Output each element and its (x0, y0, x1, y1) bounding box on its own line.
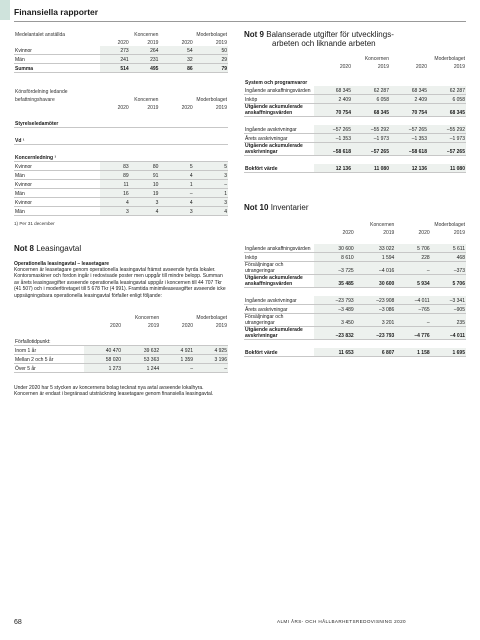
row-value: –4 776 (395, 327, 430, 340)
row-value: 468 (431, 253, 466, 262)
year-header: 2019 (215, 323, 227, 330)
row-value: –23 832 (314, 327, 355, 340)
row-value: 62 287 (428, 86, 466, 95)
row-label: Män (14, 171, 100, 180)
row-value: 3 (130, 198, 160, 207)
table-row (14, 189, 228, 198)
row-value: 5 611 (431, 244, 466, 253)
row-value: 231 (130, 55, 160, 64)
right-column (244, 30, 466, 357)
year-header: 2020 (117, 105, 129, 111)
row-value: 62 287 (352, 86, 390, 95)
footer-report-name: ALMI ÅRS- OCH HÅLLBARHETSREDOVISNING 2020 (277, 619, 406, 624)
table-row (244, 262, 466, 275)
row-value: 11 080 (352, 164, 390, 173)
row-label: Inköp (244, 253, 314, 262)
note9-title-line1: Balanserade utgifter för utvecklings- (266, 30, 394, 39)
row-value: –1 353 (314, 134, 352, 143)
year-header: 2020 (117, 40, 129, 46)
row-value: 1 244 (122, 364, 160, 373)
row-value: 89 (100, 171, 130, 180)
lease-table (14, 313, 228, 373)
row-label: Mellan 2 och 5 år (14, 355, 84, 364)
row-value: 50 (194, 46, 228, 55)
row-value: 29 (194, 55, 228, 64)
row-label: Utgående ackumulerade avskrivningar (244, 327, 314, 340)
row-value: 58 020 (84, 355, 122, 364)
row-value: –1 353 (390, 134, 428, 143)
note9-section: System och programvaror (245, 80, 308, 86)
row-value: – (159, 189, 193, 198)
row-value: 3 (194, 171, 228, 180)
year-header: 2020 (109, 323, 122, 330)
row-label: Försäljningar och utrangeringar (244, 314, 314, 327)
row-value: 11 080 (428, 164, 466, 173)
note10-heading (244, 203, 466, 212)
row-value: –373 (431, 262, 466, 275)
row-value: 70 754 (314, 104, 352, 117)
row-value: 4 (130, 207, 160, 216)
note9-table (244, 54, 466, 173)
header-rule (14, 21, 466, 22)
staff-title: Medelantalet anställda (15, 32, 66, 38)
table-row (14, 55, 228, 64)
note9-number: Not 9 (244, 30, 264, 39)
year-header: 2020 (181, 323, 194, 330)
row-label: Utgående ackumulerade anskaffningsvärden (244, 275, 314, 288)
table-row (14, 46, 228, 55)
year-header: 2019 (147, 105, 159, 111)
row-label: Inom 1 år (14, 346, 84, 355)
row-value: 3 (194, 198, 228, 207)
note10-group1: Koncernen (370, 222, 395, 228)
row-value: 6 058 (352, 95, 390, 104)
year-header: 2019 (215, 105, 227, 111)
table-row (244, 275, 466, 288)
year-header: 2019 (215, 40, 227, 46)
row-value: 4 (159, 171, 193, 180)
row-value: 32 (159, 55, 193, 64)
row-value: –905 (431, 305, 466, 314)
row-label: Kvinnor (14, 180, 100, 189)
staff-group1: Koncernen (134, 32, 159, 38)
row-value: 6 807 (355, 348, 396, 357)
gender-table (14, 87, 228, 216)
year-header: 2019 (377, 64, 389, 70)
section-heading: Koncernledning ¹ (14, 153, 228, 162)
row-label: Bokfört värde (244, 164, 314, 173)
row-label: Utgående ackumulerade avskrivningar (244, 143, 314, 156)
note8-after-paragraph: Under 2020 har 5 stycken av koncernens bolag tecknat nya avtal avseende lokalhyra. Koncernen är endast i begränsad utsträckning leasetagare genom finansiella leasingavtal. (14, 385, 214, 398)
row-value: –4 011 (395, 296, 430, 305)
row-value: 3 (100, 207, 130, 216)
note9-group2: Moderbolaget (434, 56, 465, 62)
note9-title-line2: arbeten och liknande arbeten (272, 39, 376, 48)
row-value: 1 273 (84, 364, 122, 373)
row-label: Kvinnor (14, 162, 100, 171)
row-value: –3 341 (431, 296, 466, 305)
row-value: –4 011 (431, 327, 466, 340)
row-value: 5 (159, 162, 193, 171)
row-label: Ingående anskaffningsvärden (244, 244, 314, 253)
row-value: 33 022 (355, 244, 396, 253)
table-row (244, 164, 466, 173)
lease-table-heading: Förfallotidpunkt: (14, 337, 228, 346)
row-value: –57 265 (314, 125, 352, 134)
row-label: Ingående avskrivningar (244, 296, 314, 305)
left-column (14, 30, 228, 398)
row-value: –1 973 (428, 134, 466, 143)
row-value: –4 016 (355, 262, 396, 275)
row-value: 19 (130, 189, 160, 198)
table-row (244, 348, 466, 357)
note10-group2: Moderbolaget (434, 222, 465, 228)
row-value: –55 292 (352, 125, 390, 134)
row-value: –765 (395, 305, 430, 314)
table-row (244, 86, 466, 95)
row-value: 83 (100, 162, 130, 171)
row-value: – (395, 262, 430, 275)
year-header: 2019 (383, 230, 395, 236)
row-value: 241 (100, 55, 130, 64)
year-header: 2019 (453, 230, 465, 236)
row-value: 8 610 (314, 253, 355, 262)
row-value: 273 (100, 46, 130, 55)
row-value: 11 (100, 180, 130, 189)
row-label: Kvinnor (14, 198, 100, 207)
row-value: 4 (100, 198, 130, 207)
row-value: 1 (159, 180, 193, 189)
row-label: Inköp (244, 95, 314, 104)
table-row (14, 198, 228, 207)
note10-table (244, 220, 466, 357)
year-header: 2020 (181, 105, 193, 111)
row-value: –55 292 (428, 125, 466, 134)
row-value: –57 265 (428, 143, 466, 156)
row-value: –57 265 (352, 143, 390, 156)
row-value: 53 363 (122, 355, 160, 364)
row-value: 79 (194, 64, 228, 73)
note8-subheading: Operationella leasingavtal – leasetagare (14, 261, 110, 267)
lease-group2: Moderbolaget (196, 315, 227, 322)
table-row (244, 327, 466, 340)
row-value: 68 345 (352, 104, 390, 117)
row-label: Bokfört värde (244, 348, 314, 357)
note10-title: Inventarier (270, 203, 309, 212)
note8-title: Leasingavtal (36, 244, 82, 253)
row-value: –57 265 (390, 125, 428, 134)
row-value: 1 (194, 189, 228, 198)
year-header: 2020 (339, 64, 351, 70)
row-value: –3 086 (355, 305, 396, 314)
gender-group2: Moderbolaget (196, 97, 227, 103)
row-value: –1 973 (352, 134, 390, 143)
row-value: –23 793 (355, 327, 396, 340)
table-row (14, 207, 228, 216)
table-row (244, 305, 466, 314)
year-header: 2020 (418, 230, 430, 236)
staff-table (14, 30, 228, 73)
note8-paragraph: Koncernen är leasetagare genom operationella leasingavtal främst avseende hyrda lokaler. Kontorsmaskiner och fordon ingår i redovisade poster men uppgår till mindre belopp. Summan av årets leasingavgifter avseende operationella leasingavtal uppgår i koncernen till 44 707 Tkr (41 507) och i moderföretaget till 5 678 Tkr (4 991). Framtida minimileaseavgifter avseende icke uppsägningsbara operationella leasingavtal förfaller enligt följande: (14, 267, 226, 299)
row-value: – (194, 180, 228, 189)
page-number: 68 (14, 619, 22, 626)
row-value: 12 136 (314, 164, 352, 173)
year-header: 2020 (181, 40, 193, 46)
row-label: Män (14, 207, 100, 216)
row-label: Över 5 år (14, 364, 84, 373)
table-row (244, 143, 466, 156)
row-value: 5 706 (395, 244, 430, 253)
row-value: 5 934 (395, 275, 430, 288)
row-label: Kvinnor (14, 46, 100, 55)
gender-footnote: 1) Per 31 december (14, 221, 55, 226)
note10-number: Not 10 (244, 203, 269, 212)
row-value: 2 409 (314, 95, 352, 104)
table-row (14, 346, 228, 355)
row-value: 4 (194, 207, 228, 216)
row-value: 70 754 (390, 104, 428, 117)
year-header: 2020 (415, 64, 427, 70)
note8-number: Not 8 (14, 244, 34, 253)
row-label: Försäljningar och utrangeringar (244, 262, 314, 275)
row-value: 30 600 (355, 275, 396, 288)
row-value: –58 618 (314, 143, 352, 156)
table-row (244, 314, 466, 327)
page-section-title: Finansiella rapporter (14, 7, 99, 17)
row-label: Summa (14, 64, 100, 73)
table-row (14, 355, 228, 364)
row-value: 235 (431, 314, 466, 327)
row-label: Utgående ackumulerade anskaffningsvärden (244, 104, 314, 117)
table-row (14, 364, 228, 373)
row-value: 495 (130, 64, 160, 73)
gender-title-line2: befattningshavare (15, 97, 55, 103)
row-value: –23 793 (314, 296, 355, 305)
section-heading: Styrelseledamöter (14, 119, 228, 128)
row-label: Ingående anskaffningsvärden (244, 86, 314, 95)
year-header: 2020 (342, 230, 354, 236)
row-value: 3 (159, 207, 193, 216)
row-value: 1 695 (431, 348, 466, 357)
table-row (244, 296, 466, 305)
year-header: 2019 (148, 323, 160, 330)
row-value: 16 (100, 189, 130, 198)
table-row (244, 95, 466, 104)
row-value: 4 925 (194, 346, 228, 355)
row-value: 40 470 (84, 346, 122, 355)
row-value: 1 359 (160, 355, 194, 364)
table-row (244, 104, 466, 117)
row-label: Årets avskrivningar (244, 134, 314, 143)
row-value: –58 618 (390, 143, 428, 156)
row-value: 68 345 (390, 86, 428, 95)
year-header: 2019 (453, 64, 465, 70)
row-value: 5 706 (431, 275, 466, 288)
note9-heading (244, 30, 466, 48)
row-value: – (194, 364, 228, 373)
row-value: 10 (130, 180, 160, 189)
row-label: Ingående avskrivningar (244, 125, 314, 134)
row-value: 6 058 (428, 95, 466, 104)
gender-group1: Koncernen (134, 97, 159, 103)
row-value: 1 594 (355, 253, 396, 262)
row-value: –23 908 (355, 296, 396, 305)
row-value: 68 345 (428, 104, 466, 117)
row-value: 228 (395, 253, 430, 262)
table-row (14, 171, 228, 180)
row-value: –3 489 (314, 305, 355, 314)
note8-heading (14, 244, 228, 253)
table-row (244, 253, 466, 262)
row-label: Män (14, 189, 100, 198)
table-row (244, 134, 466, 143)
row-value: 4 921 (160, 346, 194, 355)
row-value: 91 (130, 171, 160, 180)
row-value: 39 632 (122, 346, 160, 355)
row-value: –3 725 (314, 262, 355, 275)
row-value: 3 450 (314, 314, 355, 327)
row-value: 4 (159, 198, 193, 207)
table-row (244, 244, 466, 253)
row-value: 35 485 (314, 275, 355, 288)
row-value: 264 (130, 46, 160, 55)
table-row (14, 64, 228, 73)
row-label: Årets avskrivningar (244, 305, 314, 314)
row-value: 3 196 (194, 355, 228, 364)
row-value: 514 (100, 64, 130, 73)
header-tab-marker (0, 0, 10, 20)
gender-title-line1: Könsfördelning ledande (15, 89, 68, 95)
table-row (14, 162, 228, 171)
row-value: 2 409 (390, 95, 428, 104)
lease-group1: Koncernen (134, 315, 160, 322)
row-value: 3 201 (355, 314, 396, 327)
row-value: 30 600 (314, 244, 355, 253)
row-value: 1 158 (395, 348, 430, 357)
table-row (244, 125, 466, 134)
row-value: – (160, 364, 194, 373)
row-value: 86 (159, 64, 193, 73)
row-value: 11 653 (314, 348, 355, 357)
table-row (14, 180, 228, 189)
row-value: 12 136 (390, 164, 428, 173)
year-header: 2019 (147, 40, 159, 46)
row-label: Män (14, 55, 100, 64)
note9-group1: Koncernen (364, 56, 389, 62)
staff-group2: Moderbolaget (196, 32, 227, 38)
row-value: 5 (194, 162, 228, 171)
section-heading: Vd ¹ (14, 136, 228, 145)
row-value: – (395, 314, 430, 327)
row-value: 80 (130, 162, 160, 171)
row-value: 54 (159, 46, 193, 55)
row-value: 68 345 (314, 86, 352, 95)
